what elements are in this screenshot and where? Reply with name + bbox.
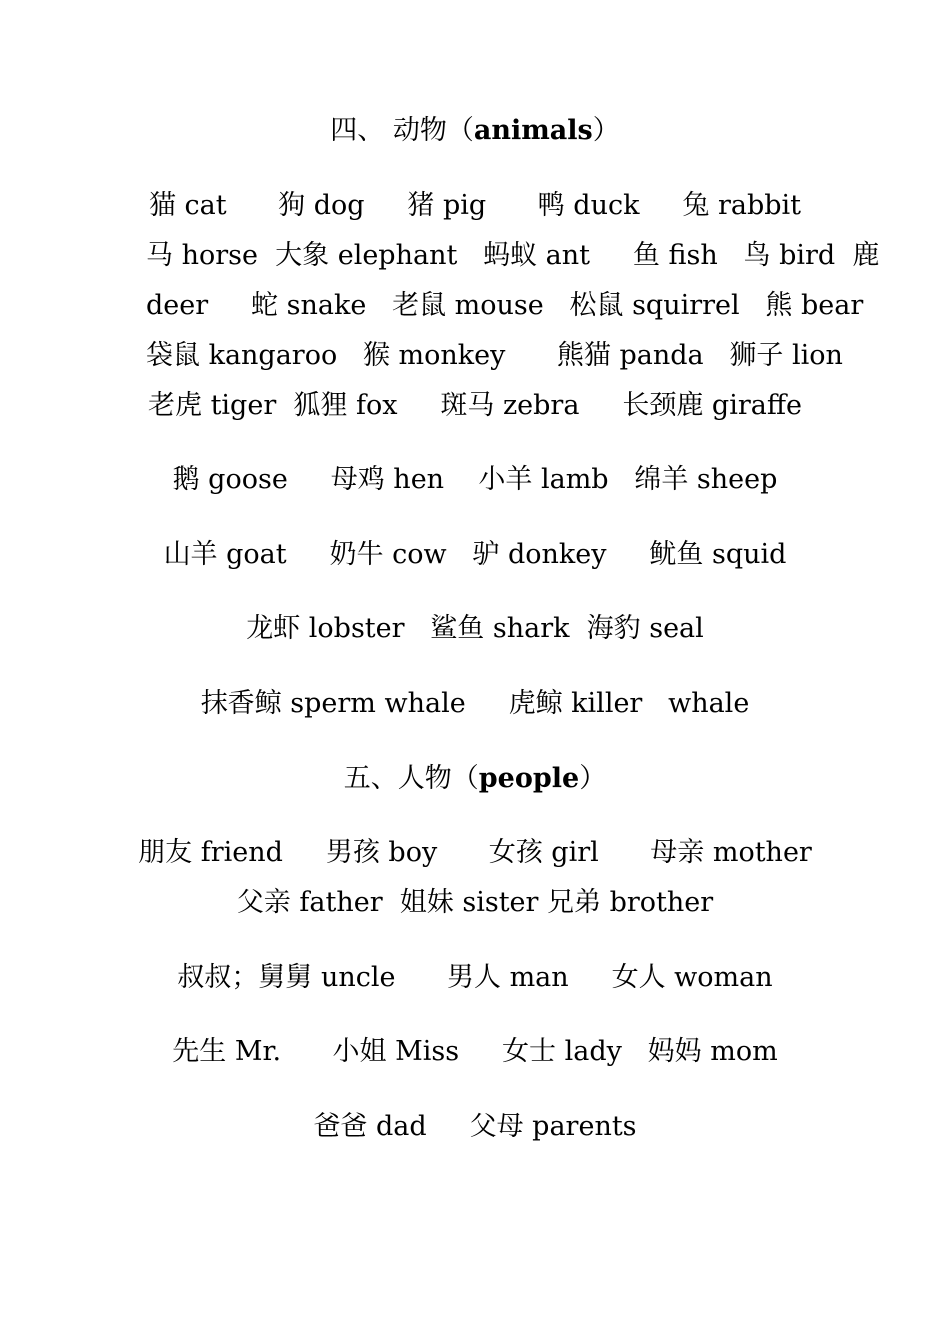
vocab-line: 马 horse 大象 elephant 蚂蚁 ant 鱼 fish 鸟 bird 鹿 — [146, 240, 880, 271]
heading-suffix: ） — [579, 763, 607, 794]
vocab-line: 朋友 friend 男孩 boy 女孩 girl 母亲 mother — [138, 837, 812, 868]
vocab-line: 袋鼠 kangaroo 猴 monkey 熊猫 panda 狮子 lion — [146, 340, 843, 371]
section-heading-animals — [0, 114, 950, 148]
vocab-line: 老虎 tiger 狐狸 fox 斑马 zebra 长颈鹿 giraffe — [147, 390, 803, 421]
vocab-line: 山羊 goat 奶牛 cow 驴 donkey 鱿鱼 squid — [163, 539, 787, 570]
vocab-line: 叔叔；舅舅 uncle 男人 man 女人 woman — [177, 962, 773, 993]
heading-prefix: 五、人物（ — [343, 763, 479, 794]
vocab-line: 抹香鲸 sperm whale 虎鲸 killer whale — [200, 688, 750, 719]
vocab-line: 猫 cat 狗 dog 猪 pig 鸭 duck 兔 rabbit — [148, 190, 802, 221]
vocab-line: deer 蛇 snake 老鼠 mouse 松鼠 squirrel 熊 bear — [146, 290, 864, 321]
vocab-line: 父亲 father 姐妹 sister 兄弟 brother — [236, 887, 714, 918]
heading-prefix: 四、 动物（ — [330, 115, 474, 146]
vocab-line: 爸爸 dad 父母 parents — [313, 1111, 637, 1142]
heading-english: animals — [473, 115, 593, 146]
vocab-line: 先生 Mr. 小姐 Miss 女士 lady 妈妈 mom — [172, 1036, 778, 1067]
vocab-line: 鹅 goose 母鸡 hen 小羊 lamb 绵羊 sheep — [172, 464, 778, 495]
vocab-line: 龙虾 lobster 鲨鱼 shark 海豹 seal — [246, 613, 704, 644]
section-heading-people — [0, 762, 950, 796]
heading-english: people — [478, 763, 580, 794]
heading-suffix: ） — [592, 115, 620, 146]
